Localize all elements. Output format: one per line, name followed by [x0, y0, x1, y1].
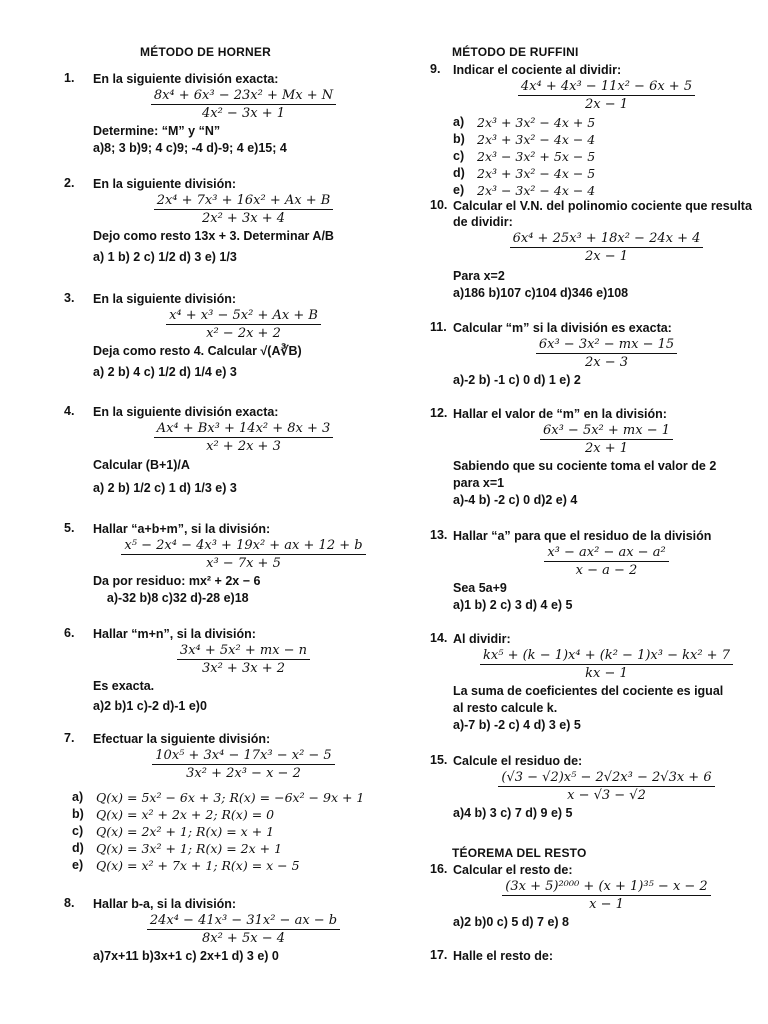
option-a: a) 2x³ + 3x² − 4x + 5: [453, 115, 596, 130]
denominator: 2x² + 3x + 4: [201, 211, 285, 226]
problem-statement: Hallar “m+n”, si la división:: [93, 627, 256, 641]
problem-number: 1.: [64, 71, 75, 85]
problem-number: 9.: [430, 62, 441, 76]
fraction: [453, 423, 760, 456]
answer-choices: a) 2 b) 4 c) 1/2 d) 1/4 e) 3: [93, 365, 237, 379]
problem-number: 6.: [64, 626, 75, 640]
problem-statement: Calcule el residuo de:: [453, 754, 583, 768]
problem-number: 5.: [64, 521, 75, 535]
fraction: [453, 231, 760, 264]
problem-14: [430, 631, 760, 734]
fraction: [93, 913, 394, 946]
problem-1: [64, 71, 394, 157]
option-list: [72, 789, 394, 874]
header-horner: MÉTODO DE HORNER: [140, 45, 271, 59]
problem-number: 16.: [430, 862, 448, 876]
option-d: d) Q(x) = 3x² + 1; R(x) = 2x + 1: [72, 841, 283, 856]
answer-choices: a)4 b) 3 c) 7 d) 9 e) 5: [453, 806, 573, 820]
numerator: 6x⁴ + 25x³ + 18x² − 24x + 4: [510, 231, 704, 248]
problem-number: 13.: [430, 528, 448, 542]
option-e: e) Q(x) = x² + 7x + 1; R(x) = x − 5: [72, 858, 300, 873]
denominator: x² − 2x + 2: [206, 326, 281, 341]
answer-choices: a)-7 b) -2 c) 4 d) 3 e) 5: [453, 718, 581, 732]
denominator: kx − 1: [585, 666, 628, 681]
option-list: [453, 114, 760, 199]
answer-choices: a)8; 3 b)9; 4 c)9; -4 d)-9; 4 e)15; 4: [93, 141, 287, 155]
problem-10: [430, 198, 760, 302]
numerator: x³ − ax² − ax − a²: [544, 545, 668, 562]
problem-11: [430, 320, 760, 389]
answer-choices: a)-2 b) -1 c) 0 d) 1 e) 2: [453, 373, 581, 387]
option-a: a) Q(x) = 5x² − 6x + 3; R(x) = −6x² − 9x + 1: [72, 790, 365, 805]
problem-13: [430, 528, 760, 614]
numerator: 6x³ − 5x² + mx − 1: [540, 423, 673, 440]
answer-choices: a)1 b) 2 c) 3 d) 4 e) 5: [453, 598, 573, 612]
answer-choices: a)2 b)1 c)-2 d)-1 e)0: [93, 699, 207, 713]
numerator: 4x⁴ + 4x³ − 11x² − 6x + 5: [518, 79, 695, 96]
fraction: [93, 193, 394, 226]
problem-4: [64, 404, 394, 497]
option-b: b) 2x³ + 3x² − 4x − 4: [453, 132, 596, 147]
problem-6: [64, 626, 394, 715]
problem-3: [64, 291, 394, 381]
answer-choices: a)2 b)0 c) 5 d) 7 e) 8: [453, 915, 570, 929]
fraction: [93, 421, 394, 454]
fraction: [453, 545, 760, 578]
denominator: x − √3 − √2: [567, 788, 646, 803]
problem-number: 8.: [64, 896, 75, 910]
problem-7: [64, 731, 394, 874]
problem-line: Da por residuo: mx² + 2x − 6: [93, 574, 261, 588]
numerator: (√3 − √2)x⁵ − 2√2x³ − 2√3x + 6: [498, 770, 714, 787]
problem-number: 7.: [64, 731, 75, 745]
denominator: x − 1: [589, 897, 624, 912]
denominator: 3x² + 2x³ − x − 2: [186, 766, 301, 781]
option-c: c) 2x³ − 3x² + 5x − 5: [453, 149, 596, 164]
fraction: [93, 643, 394, 676]
denominator: x − a − 2: [575, 563, 638, 578]
problem-statement: Efectuar la siguiente división:: [93, 732, 271, 746]
denominator: 2x − 3: [584, 355, 629, 370]
problem-line: Sea 5a+9: [453, 581, 507, 595]
numerator: x⁵ − 2x⁴ − 4x³ + 19x² + ax + 12 + b: [121, 538, 365, 555]
option-b: b) Q(x) = x² + 2x + 2; R(x) = 0: [72, 807, 275, 822]
numerator: Ax⁴ + Bx³ + 14x² + 8x + 3: [154, 421, 334, 438]
answer-choices: a)-32 b)8 c)32 d)-28 e)18: [93, 591, 249, 605]
numerator: (3x + 5)²⁰⁰⁰ + (x + 1)³⁵ − x − 2: [502, 879, 710, 896]
problem-line: Sabiendo que su cociente toma el valor de 2: [453, 459, 717, 473]
numerator: 24x⁴ − 41x³ − 31x² − ax − b: [147, 913, 340, 930]
problem-number: 17.: [430, 948, 448, 962]
problem-line: Dejo como resto 13x + 3. Determinar A/B: [93, 229, 334, 243]
problem-statement: Halle el resto de:: [453, 949, 554, 963]
problem-statement: Indicar el cociente al dividir:: [453, 63, 622, 77]
problem-statement: Al dividir:: [453, 632, 511, 646]
fraction: [93, 748, 394, 781]
fraction: [93, 308, 394, 341]
header-resto: TÉOREMA DEL RESTO: [452, 846, 587, 860]
answer-choices: a)7x+11 b)3x+1 c) 2x+1 d) 3 e) 0: [93, 949, 279, 963]
problem-line: Calcular (B+1)/A: [93, 458, 190, 472]
fraction: [453, 648, 760, 681]
denominator: 4x² − 3x + 1: [201, 106, 285, 121]
denominator: 2x − 1: [584, 249, 628, 264]
answer-choices: a) 1 b) 2 c) 1/2 d) 3 e) 1/3: [93, 250, 237, 264]
problem-number: 10.: [430, 198, 448, 212]
problem-16: [430, 862, 760, 931]
problem-statement: Hallar “a+b+m”, si la división:: [93, 522, 271, 536]
problem-line: al resto calcule k.: [453, 701, 558, 715]
problem-statement: Hallar “a” para que el residuo de la división: [453, 529, 712, 543]
numerator: 10x⁵ + 3x⁴ − 17x³ − x² − 5: [152, 748, 334, 765]
fraction: [453, 337, 760, 370]
fraction: [93, 538, 394, 571]
numerator: 6x³ − 3x² − mx − 15: [536, 337, 677, 354]
denominator: x² + 2x + 3: [206, 439, 281, 454]
header-ruffini: MÉTODO DE RUFFINI: [452, 45, 579, 59]
problem-12: [430, 406, 760, 509]
denominator: 2x − 1: [584, 97, 629, 112]
answer-choices: a) 2 b) 1/2 c) 1 d) 1/3 e) 3: [93, 481, 237, 495]
numerator: x⁴ + x³ − 5x² + Ax + B: [166, 308, 321, 325]
numerator: 8x⁴ + 6x³ − 23x² + Mx + N: [151, 88, 336, 105]
denominator: 2x + 1: [584, 441, 629, 456]
problem-number: 15.: [430, 753, 448, 767]
denominator: 3x² + 3x + 2: [201, 661, 285, 676]
numerator: kx⁵ + (k − 1)x⁴ + (k² − 1)x³ − kx² + 7: [480, 648, 733, 665]
problem-line: Determine: “M” y “N”: [93, 124, 221, 138]
problem-number: 3.: [64, 291, 75, 305]
problem-statement: En la siguiente división:: [93, 292, 237, 306]
denominator: x³ − 7x + 5: [206, 556, 281, 571]
problem-number: 2.: [64, 176, 75, 190]
problem-5: [64, 521, 394, 607]
answer-choices: a)-4 b) -2 c) 0 d)2 e) 4: [453, 493, 578, 507]
problem-statement: Calcular “m” si la división es exacta:: [453, 321, 672, 335]
problem-statement: En la siguiente división:: [93, 177, 237, 191]
problem-number: 11.: [430, 320, 447, 334]
problem-statement: Hallar b-a, si la división:: [93, 897, 237, 911]
fraction: [93, 88, 394, 121]
option-d: d) 2x³ + 3x² − 4x − 5: [453, 166, 596, 181]
problem-statement: En la siguiente división exacta:: [93, 405, 279, 419]
problem-17: [430, 948, 760, 964]
denominator: 8x² + 5x − 4: [201, 931, 285, 946]
problem-number: 4.: [64, 404, 75, 418]
fraction: [453, 879, 760, 912]
option-c: c) Q(x) = 2x² + 1; R(x) = x + 1: [72, 824, 275, 839]
fraction: [453, 79, 760, 112]
fraction: [453, 770, 760, 803]
problem-line: para x=1: [453, 476, 505, 490]
numerator: 3x⁴ + 5x² + mx − n: [177, 643, 310, 660]
problem-statement: En la siguiente división exacta:: [93, 72, 279, 86]
problem-9: [430, 62, 760, 199]
problem-line: Es exacta.: [93, 679, 155, 693]
problem-statement: Calcular el V.N. del polinomio cociente que resulta de dividir:: [453, 199, 752, 229]
problem-line: Deja como resto 4. Calcular √(A∛B): [93, 344, 302, 358]
answer-choices: a)186 b)107 c)104 d)346 e)108: [453, 286, 629, 300]
problem-statement: Calcular el resto de:: [453, 863, 573, 877]
problem-statement: Hallar el valor de “m” en la división:: [453, 407, 667, 421]
problem-number: 12.: [430, 406, 448, 420]
problem-15: [430, 753, 760, 822]
problem-2: [64, 176, 394, 266]
option-e: e) 2x³ − 3x² − 4x − 4: [453, 183, 596, 198]
problem-line: La suma de coeficientes del cociente es igual: [453, 684, 724, 698]
problem-8: [64, 896, 394, 965]
problem-number: 14.: [430, 631, 448, 645]
numerator: 2x⁴ + 7x³ + 16x² + Ax + B: [154, 193, 334, 210]
problem-line: Para x=2: [453, 269, 505, 283]
